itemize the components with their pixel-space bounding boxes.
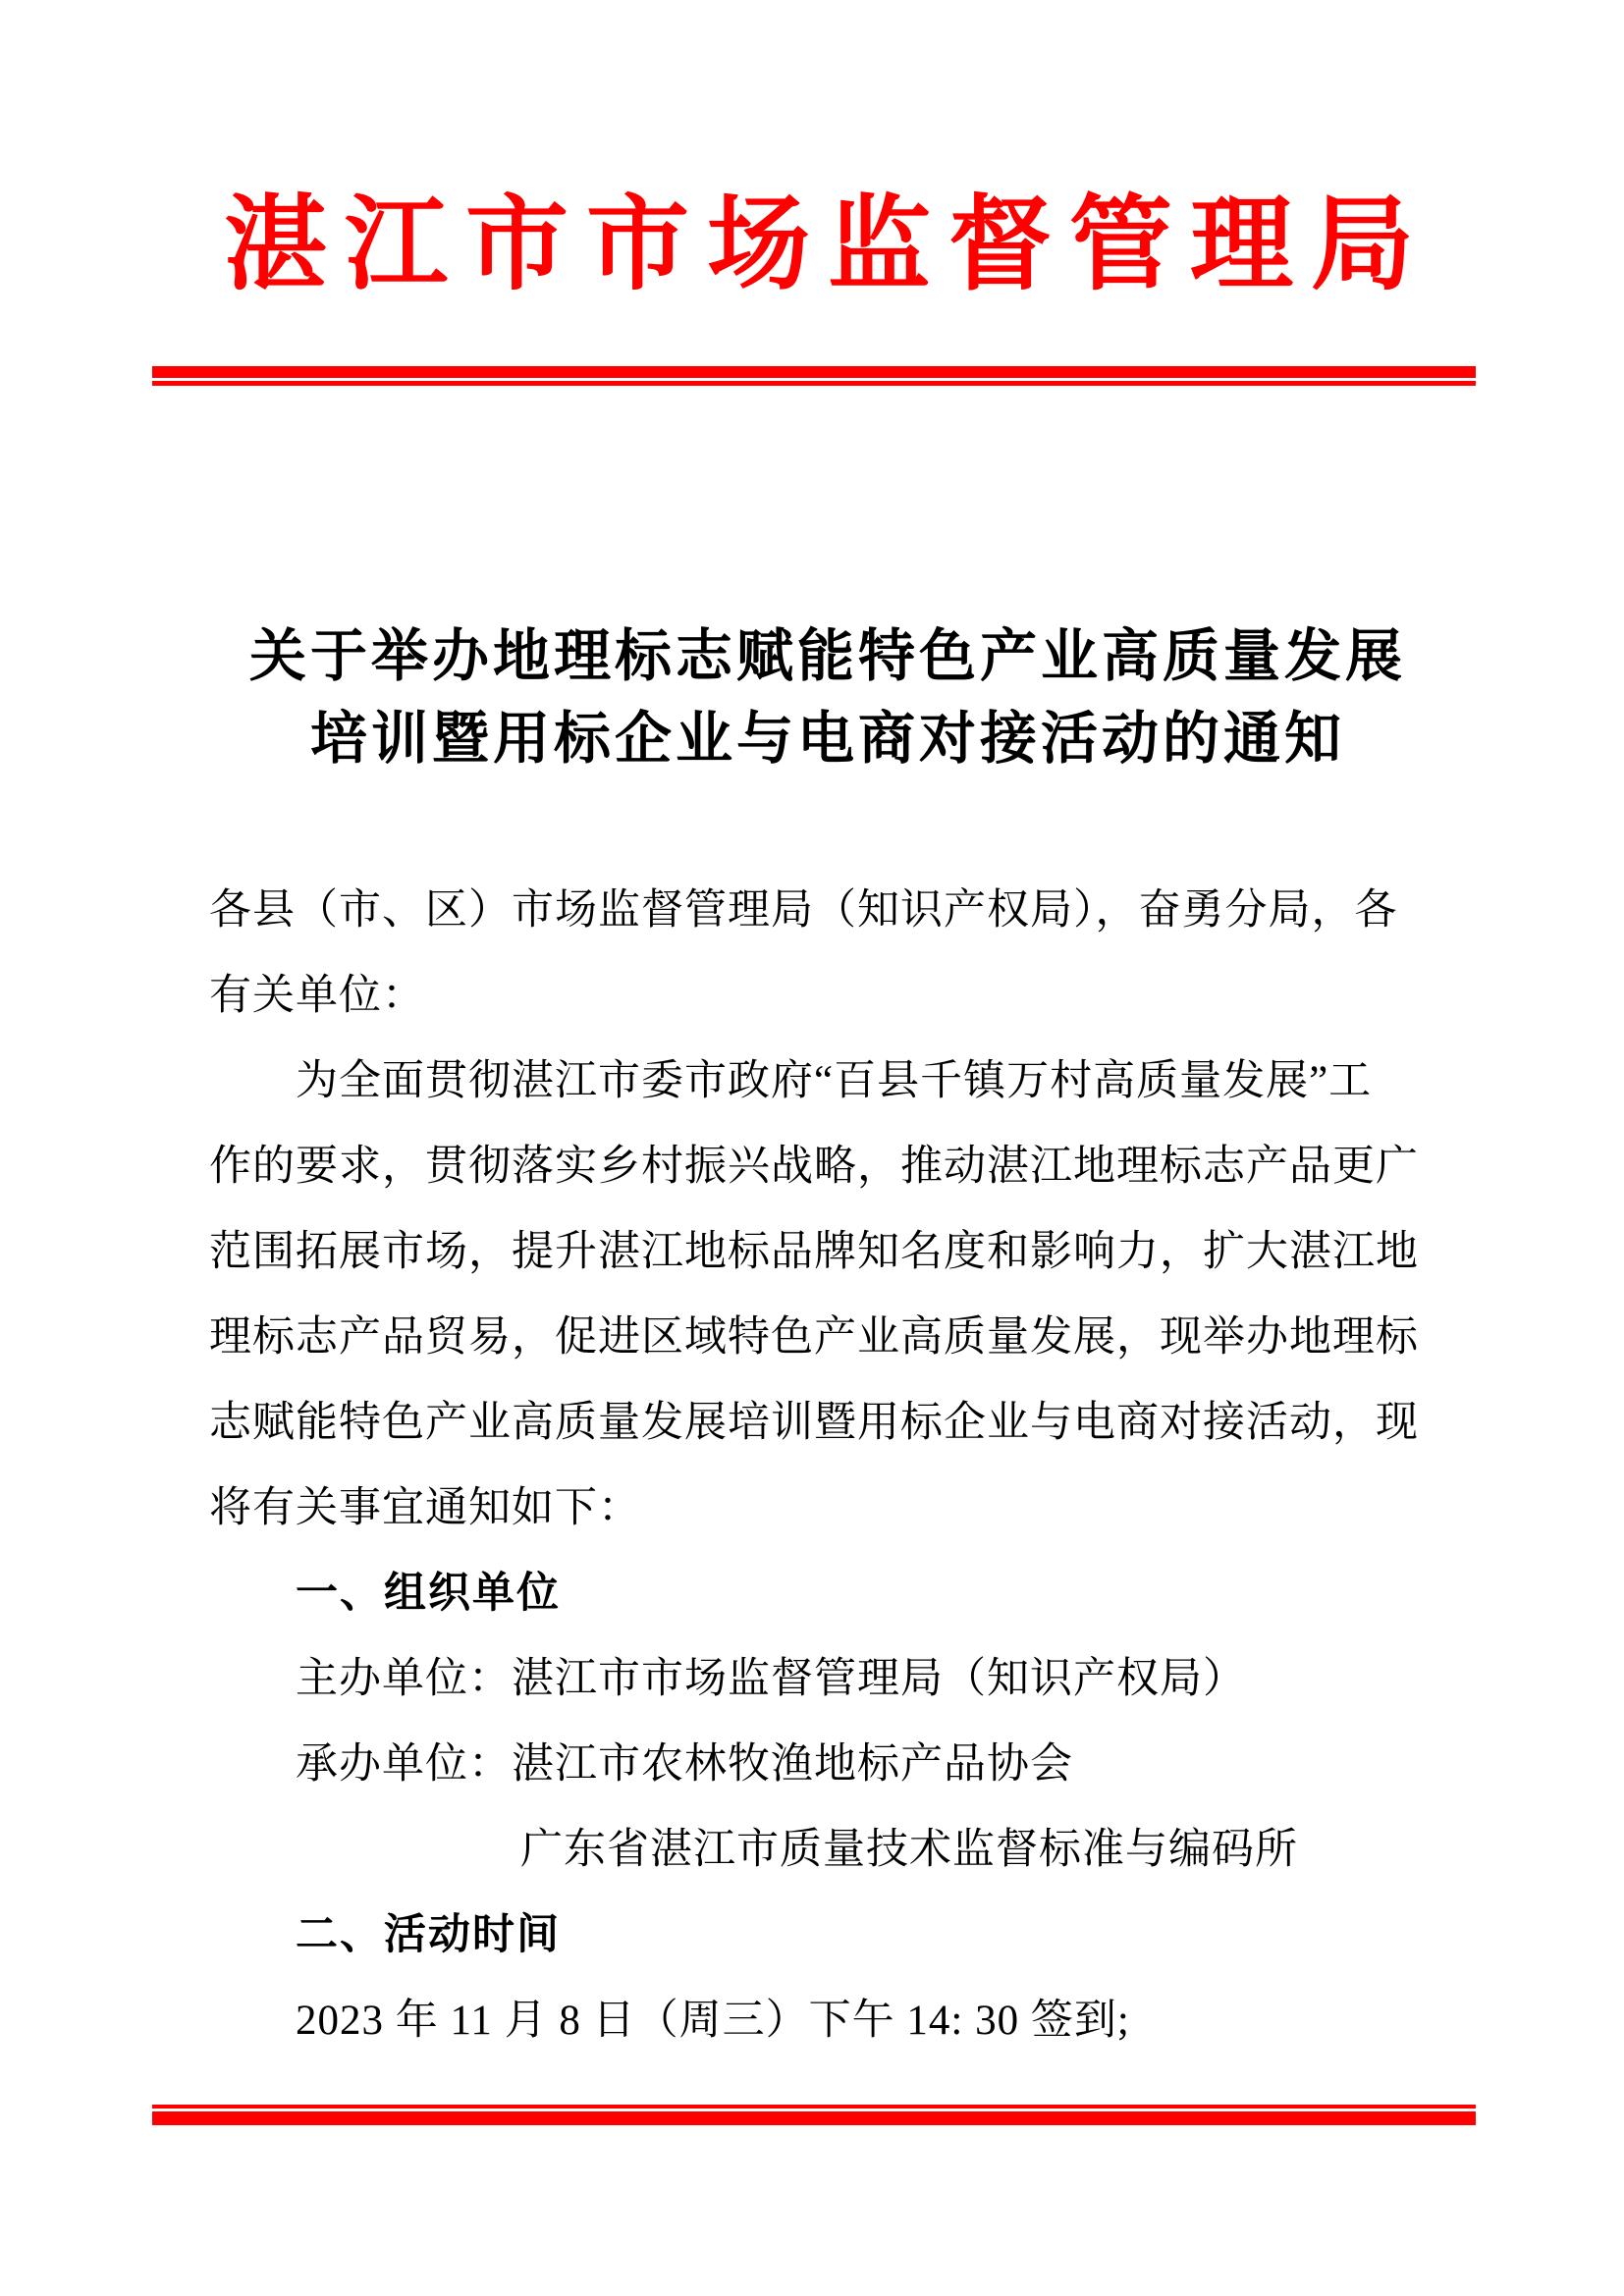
separator-thick-bar — [152, 366, 1476, 378]
text-line: 志赋能特色产业高质量发展培训暨用标企业与电商对接活动，现 — [209, 1400, 1419, 1446]
agency-header: 湛江市市场监督管理局 — [223, 187, 1432, 302]
document-body — [209, 868, 1476, 2063]
document-title — [16, 615, 1624, 780]
red-separator-top — [152, 366, 1476, 386]
text-line: 为全面贯彻湛江市委市政府“百县千镇万村高质量发展”工 — [296, 1058, 1373, 1104]
text-line: 范围拓展市场，提升湛江地标品牌知名度和影响力，扩大湛江地 — [209, 1229, 1419, 1275]
separator-thin-bar — [152, 381, 1476, 386]
separator-thick-bar — [152, 2111, 1476, 2125]
text-line: 作的要求，贯彻落实乡村振兴战略，推动湛江地理标志产品更广 — [209, 1144, 1419, 1190]
text-line: 广东省湛江市质量技术监督标准与编码所 — [520, 1827, 1298, 1873]
text-line: 将有关事宜通知如下： — [209, 1485, 641, 1531]
text-line: 各县（市、区）市场监督管理局（知识产权局），奋勇分局，各 — [209, 887, 1398, 934]
red-separator-bottom — [152, 2105, 1476, 2125]
document-title-line1: 关于举办地理标志赋能特色产业高质量发展 — [248, 624, 1406, 688]
text-line: 有关单位： — [209, 973, 425, 1019]
document-title-line2: 培训暨用标企业与电商对接活动的通知 — [309, 707, 1345, 771]
section-heading: 一、组织单位 — [296, 1570, 561, 1617]
section-heading: 二、活动时间 — [296, 1911, 561, 1958]
text-line: 理标志产品贸易，促进区域特色产业高质量发展，现举办地理标 — [209, 1314, 1419, 1361]
text-line: 2023 年 11 月 8 日（周三）下午 14: 30 签到; — [296, 1998, 1130, 2044]
text-line: 主办单位：湛江市市场监督管理局（知识产权局） — [296, 1656, 1246, 1702]
text-line: 承办单位：湛江市农林牧渔地标产品协会 — [296, 1741, 1073, 1788]
